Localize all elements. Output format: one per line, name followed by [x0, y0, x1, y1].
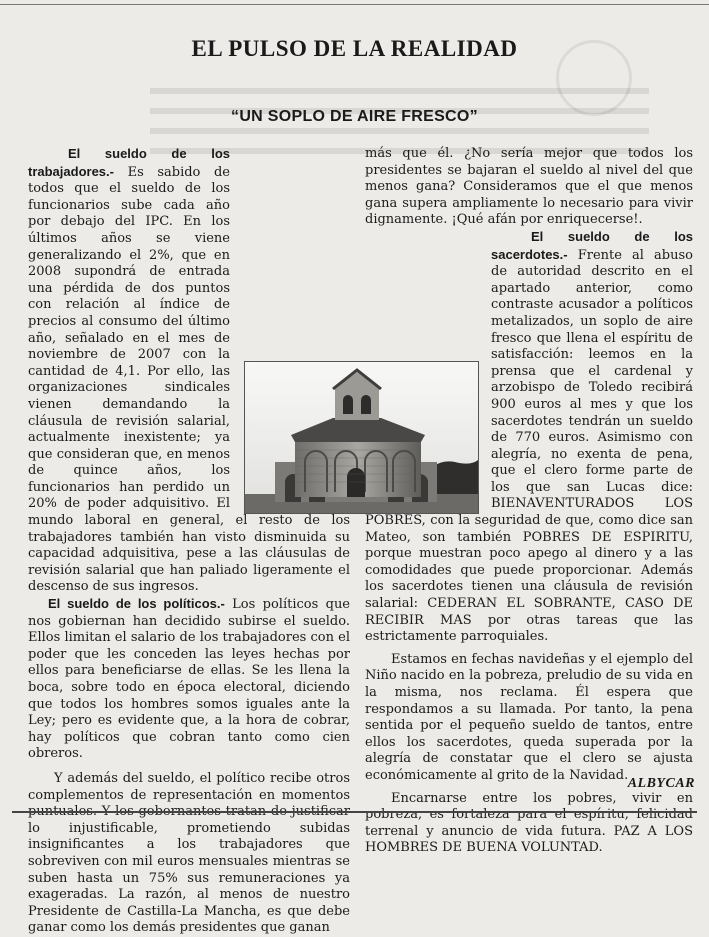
subheading-politicians: El sueldo de los políticos.-: [48, 596, 225, 612]
author-signature: ALBYCAR: [627, 776, 695, 791]
top-rule: [0, 4, 709, 5]
left-column: [28, 146, 350, 937]
paragraph-complements: Y además del sueldo, el político recibe otros complementos de representación en momentos puntuales. Y los gobernantes tratan de justificar lo injustificable, prometiendo subidas insignificantes a los trabajadores que sobreviven con mil euros mensuales mientras se suben hasta un 75% sus remuneraciones ya exageradas. La razón, al menos de nuestro Presidente de Castilla-La Mancha, es que debe ganar como los demás presidentes que ganan: [28, 770, 350, 936]
subheading-workers: El sueldo de los trabajadores.-: [28, 146, 230, 179]
paragraph-politicians: [28, 596, 350, 763]
paragraph-workers-text: Es sabido de todos que el sueldo de los funcionarios sube cada año por debajo del IPC. En los últimos años se viene generalizando el 2%, que en 2008 supondrá de entrada una pérdida de dos puntos con relación al índice de precios al consumo del último año, señalado en el mes de noviembre de 2007 con la cantidad de 4,1. Por ello, las organizaciones sindicales vienen demandando la cláusula de revisión salarial, actualmente inexistente; ya que consideran que, en menos de quince años, los funcionarios han perdido un 20% de poder adquisitivo. El mundo laboral en general, el resto de los trabajadores también han visto disminuida su capacidad adquisitiva, pese a las cláusulas de revisión salarial que han paliado ligeramente el descenso de sus ingresos.: [28, 164, 350, 595]
subheading-priests: El sueldo de los sacerdotes.-: [491, 228, 693, 262]
paragraph-christmas: Estamos en fechas navideñas y el ejemplo del Niño nacido en la pobreza, preludio de su vida en la misma, nos reclama. Él espera que respondamos a su llamada. Por tanto, la pena sentida por el pequeño sueldo de tantos, entre ellos los sacerdotes, queda superada por la alegría de constatar que el clero se ajusta económicamente al grito de la Navidad.: [365, 651, 693, 783]
article-title: “UN SOPLO DE AIRE FRESCO”: [231, 108, 478, 125]
church-photo-icon: [245, 362, 478, 513]
bottom-rule: [12, 811, 697, 813]
paragraph-politicians-text: Los políticos que nos gobiernan han decidido subirse el sueldo. Ellos limitan el salario de los trabajadores con el poder que les conceden las leyes hechas por ellos para beneficiarse de ellas. Se les llena la boca, sobre todo en época electoral, diciendo que todos los hombres somos iguales ante la Ley; pero es evidente que, a la hora de cobrar, hay políticos que cobran tanto como cien obreros.: [28, 597, 351, 762]
church-photo: [244, 361, 479, 514]
paragraph-continuation: más que él. ¿No sería mejor que todos los presidentes se bajaran el sueldo al nivel del que menos gana? Consideramos que el que menos gana supera ampliamente lo necesario para vivir dignamente. ¡Qué afán por enriquecerse!.: [365, 146, 693, 228]
page-title: EL PULSO DE LA REALIDAD: [191, 36, 518, 61]
paragraph-poverty: Encarnarse entre los pobres, vivir en pobreza, es fortaleza para el espíritu, felicidad terrenal y anuncio de vida futura. PAZ A LOS HOMBRES DE BUENA VOLUNTAD.: [365, 790, 693, 856]
paragraph-priests-text: Frente al abuso de autoridad descrito en el apartado anterior, como contraste acusador a políticos metalizados, un soplo de aire fresco que llena el espíritu de satisfacción: leemos en la prensa que el cardenal y arzobispo de Toledo recibirá 900 euros al mes y que los sacerdotes tendrán un sueldo de 770 euros. Asimismo con alegría, no exenta de pena, que el clero forme parte de los que san Lucas dice: BIENAVENTURADOS LOS POBRES, con la seguridad de que, como dice san Mateo, son también POBRES DE ESPIRITU, porque muestran poco apego al dinero y a las comodidades que puede proporcionar. Además los sacerdotes tienen una cláusula de revisión salarial: CEDERAN EL SOBRANTE, CASO DE RECIBIR MAS por otras tareas que las estrictamente parroquiales.: [365, 247, 693, 645]
